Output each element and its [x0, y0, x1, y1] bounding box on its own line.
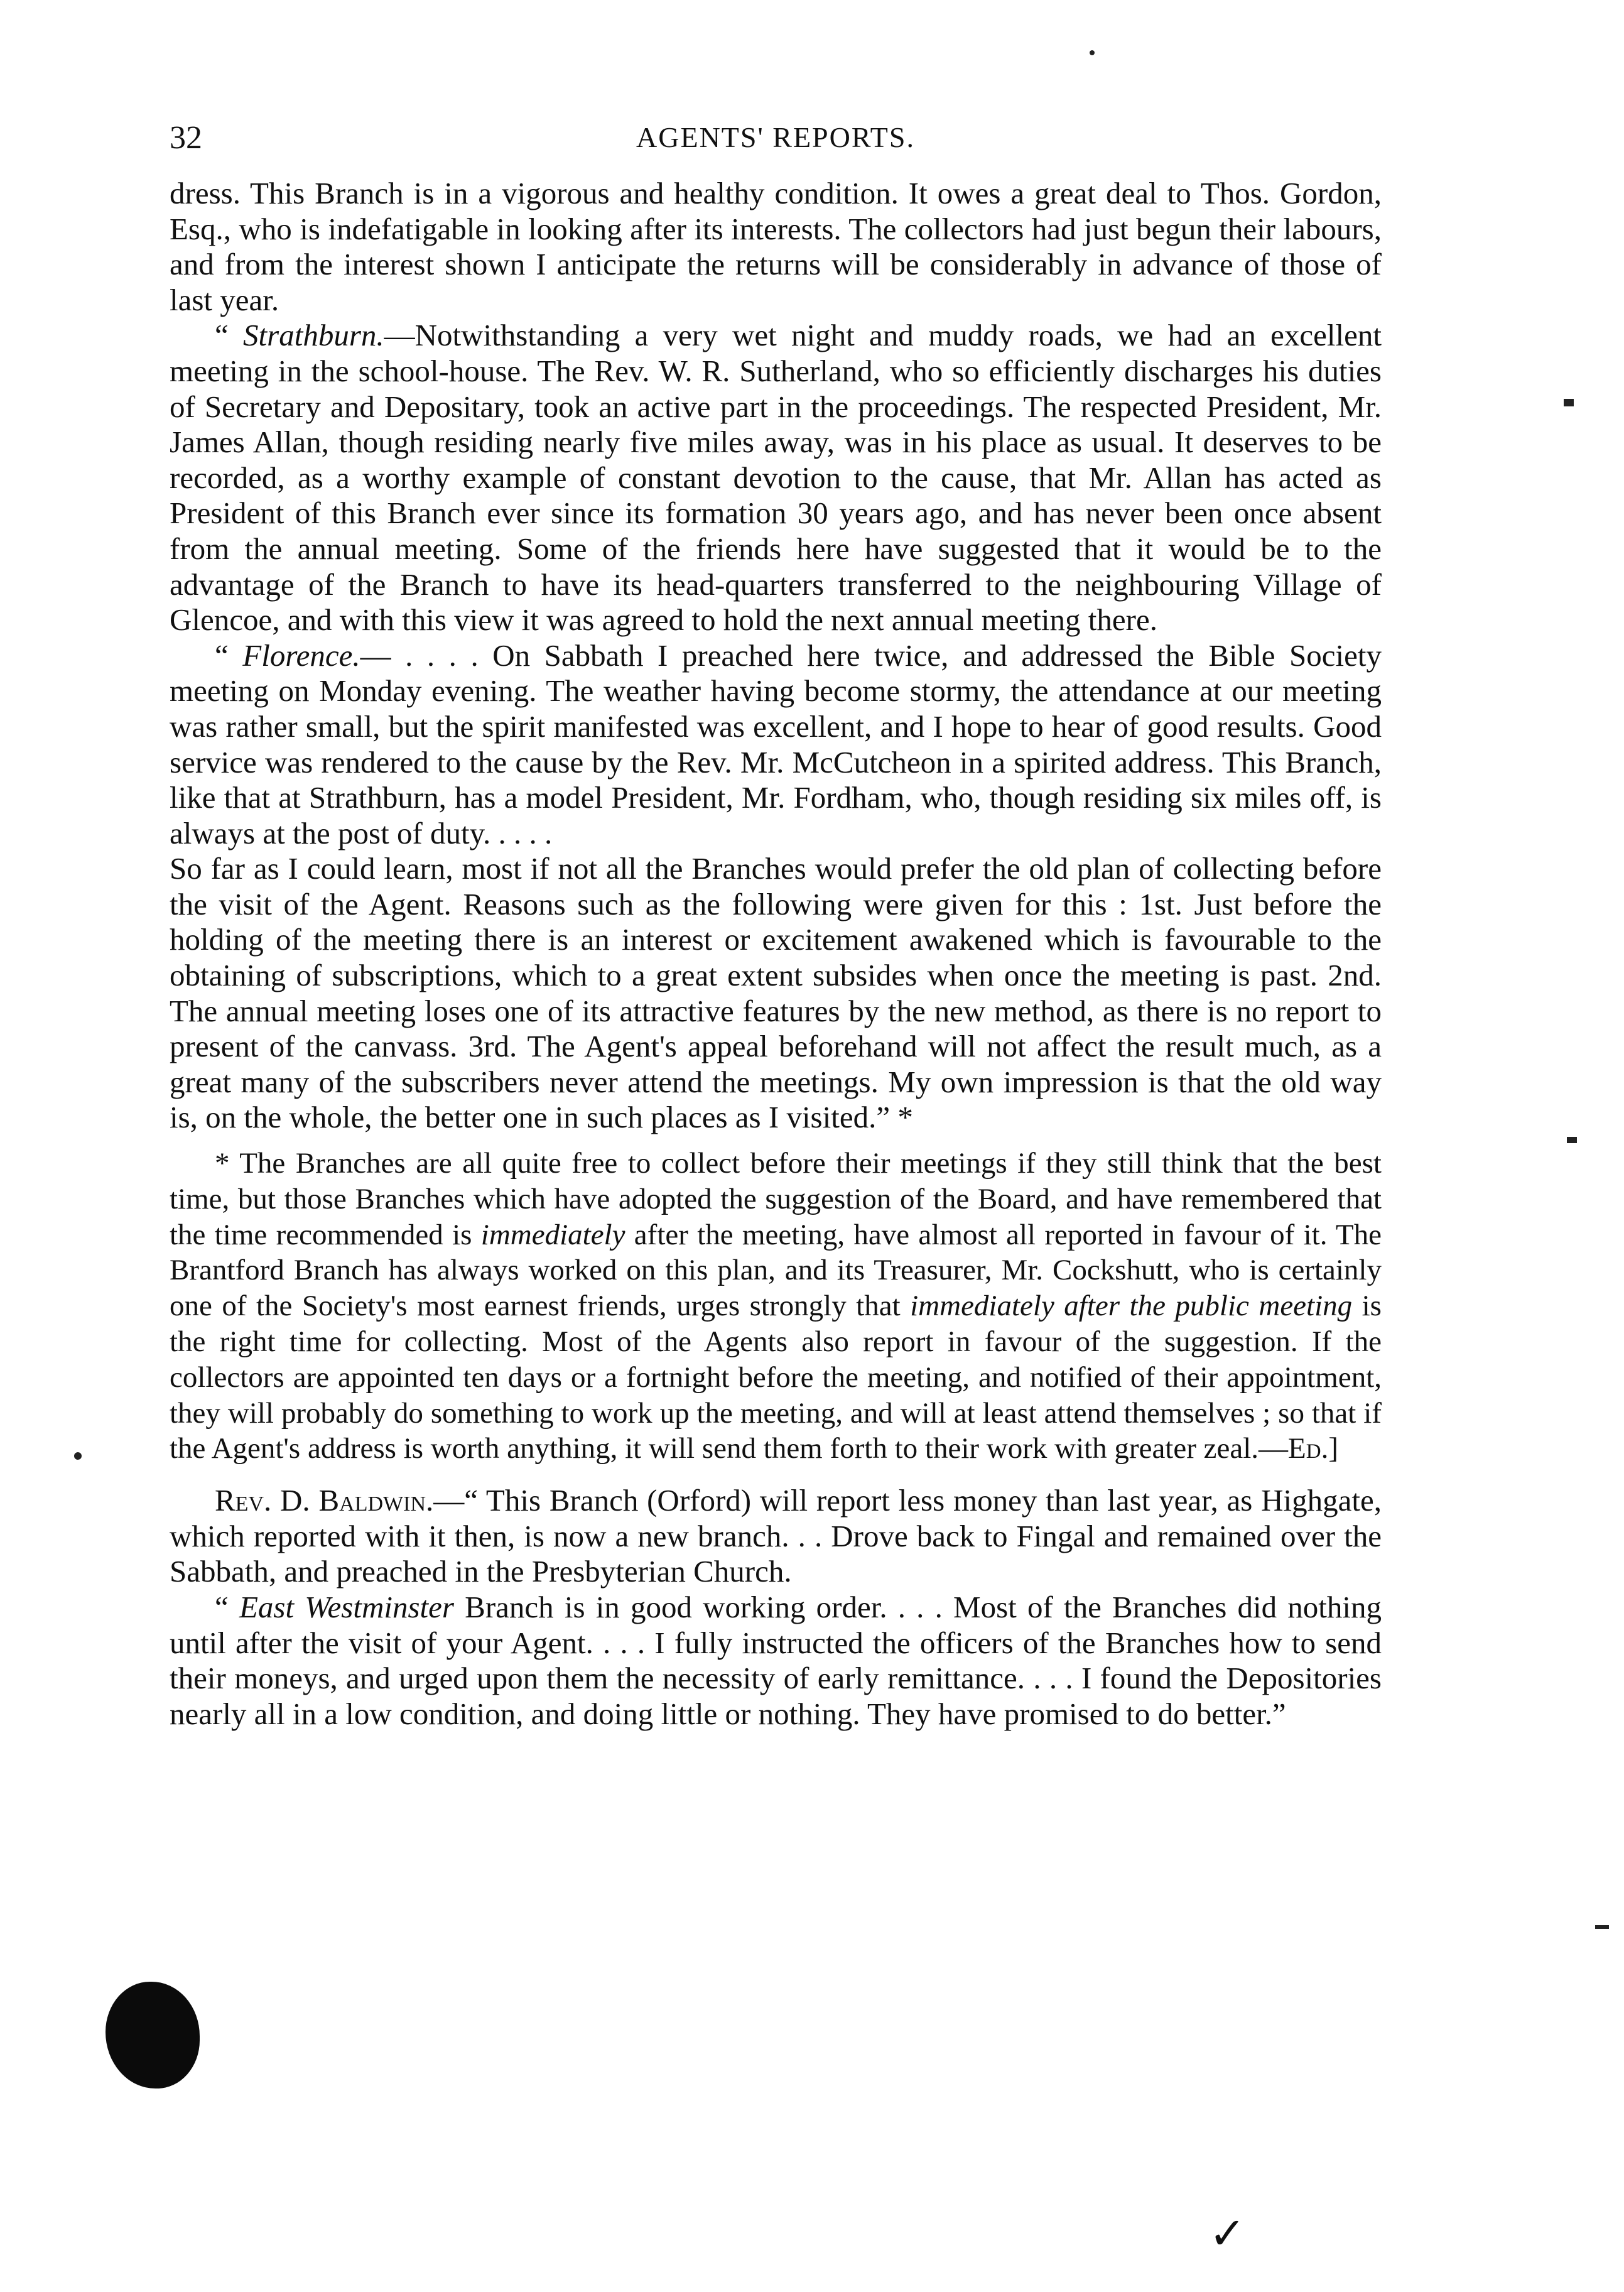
running-head: AGENTS' REPORTS. — [636, 121, 915, 153]
report-paragraph-continuation: dress. This Branch is in a vigorous and healthy condition. It owes a great deal to Thos. Gordon, Esq., who is indefatigable in looking after its interests. The collectors had just begun their labours, and from the interest shown I anticipate the returns will be considerably in advance of those of last year. — [170, 176, 1382, 317]
document-page — [170, 119, 1382, 1732]
editor-footnote — [170, 1146, 1382, 1467]
place-name-florence: Florence. — [242, 638, 360, 673]
place-name-east-westminster: East Westminster — [239, 1589, 454, 1624]
place-name-strathburn: Strathburn. — [243, 318, 384, 353]
ink-blot — [106, 1982, 200, 2088]
baldwin-paragraph-east-westminster: “ East Westminster Branch is in good working order. . . . Most of the Branches did nothing until after the visit of your Agent. . . . I fully instructed the officers of the Branches how to send their moneys, and urged upon them the necessity of early remittance. . . . I found the Depositories nearly all in a low condition, and doing little or nothing. They have promised to do better.” — [170, 1589, 1382, 1731]
baldwin-paragraph-orford: Rev. D. Baldwin.—“ This Branch (Orford) will report less money than last year, as Highgate, which reported with it then, is now a new branch. . . Drove back to Fingal and remained over the Sabbath, and preached in the Presbyterian Church. — [170, 1483, 1382, 1589]
page-number: 32 — [170, 120, 202, 156]
report-paragraph-collecting: So far as I could learn, most if not all the Branches would prefer the old plan of collecting before the visit of the Agent. Reasons such as the following were given for this : 1st. Just before the holding of the meeting there is an interest or excitement awakened which is favourable to the obtaining of subscriptions, which to a great extent subsides when once the meeting is past. 2nd. The annual meeting loses one of its attractive features by the new method, as there is no report to present of the canvass. 3rd. The Agent's appeal beforehand will not affect the result much, as a great many of the subscribers never attend the meetings. My own impression is that the old way is, on the whole, the better one in such places as I visited.” * — [170, 851, 1382, 1135]
editor-signature: Ed. — [1288, 1432, 1329, 1465]
footnote-paragraph: * The Branches are all quite free to collect before their meetings if they still think that the best time, but those Branches which have adopted the suggestion of the Board, and have remembered that the time recommended is immediately after the meeting, have almost all reported in favour of it. The Brantford Branch has always worked on this plan, and its Treasurer, Mr. Cockshutt, who is certainly one of the Society's most earnest friends, urges strongly that immediately after the public meeting is the right time for collecting. Most of the Agents also report in favour of the suggestion. If the collectors are appointed ten days or a fortnight before the meeting, and notified of their appointment, they will probably do something to work up the meeting, and will at least attend themselves ; so that if the Agent's address is worth anything, it will send them forth to their work with greater zeal.—Ed.] — [170, 1147, 1382, 1465]
report-body — [170, 176, 1382, 1136]
margin-mark — [74, 1452, 82, 1460]
check-mark-icon: ✓ — [1209, 2208, 1246, 2259]
margin-mark — [1595, 1925, 1609, 1929]
margin-mark — [1090, 50, 1095, 55]
agent-name: Rev. D. Baldwin. — [215, 1483, 434, 1518]
margin-mark — [1567, 1137, 1577, 1143]
margin-mark — [1564, 399, 1574, 406]
page-header — [170, 119, 1382, 176]
report-paragraph-strathburn: “ Strathburn.—Notwithstanding a very wet night and muddy roads, we had an excellent meeting in the school-house. The Rev. W. R. Sutherland, who so efficiently discharges his duties of Secretary and Depositary, took an active part in the proceedings. The respected President, Mr. James Allan, though residing nearly five miles away, was in his place as usual. It deserves to be recorded, as a worthy example of constant devotion to the cause, that Mr. Allan has acted as President of this Branch ever since its formation 30 years ago, and has never been once absent from the annual meeting. Some of the friends here have suggested that it would be to the advantage of the Branch to have its head-quarters transferred to the neighbouring Village of Glencoe, and with this view it was agreed to hold the next annual meeting there. — [170, 318, 1382, 638]
report-paragraph-florence: “ Florence.— . . . . On Sabbath I preached here twice, and addressed the Bible Society meeting on Monday evening. The weather having become stormy, the attendance at our meeting was rather small, but the spirit manifested was excellent, and I hope to hear of good results. Good service was rendered to the cause by the Rev. Mr. McCutcheon in a spirited address. This Branch, like that at Strathburn, has a model President, Mr. Fordham, who, though residing six miles off, is always at the post of duty. . . . . — [170, 638, 1382, 850]
baldwin-report — [170, 1483, 1382, 1732]
